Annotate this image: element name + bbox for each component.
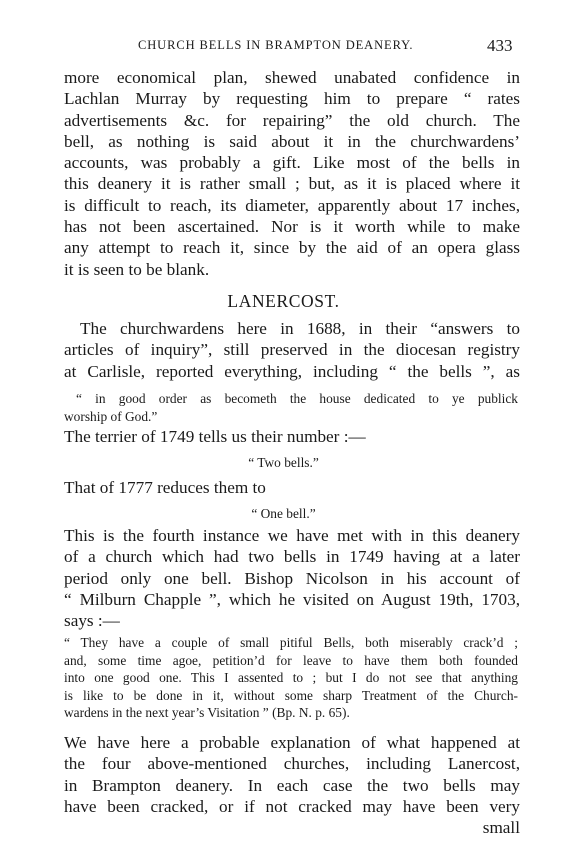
- text-line: have been cracked, or if not cracked may have been very: [64, 796, 520, 816]
- catchword: small: [482, 818, 520, 838]
- text-line: period only one bell. Bishop Nicolson in his account of: [64, 568, 520, 588]
- text-line: has not been ascertained. Nor is it worth while to make: [64, 217, 520, 237]
- page-number: 433: [487, 36, 513, 55]
- text-line: accounts, was probably a gift. Like most of the bells in: [64, 153, 520, 173]
- text-line: the four above-mentioned churches, including Lanercost,: [64, 754, 520, 774]
- running-head-title: CHURCH BELLS IN BRAMPTON DEANERY.: [138, 38, 414, 52]
- quote-line: wardens in the next year’s Visitation ” (Bp. N. p. 65).: [64, 705, 350, 720]
- quote-line: “ in good order as becometh the house dedicated to ye publick: [76, 391, 518, 406]
- paragraph-1: [64, 67, 520, 280]
- text-line: in Brampton deanery. In each case the two bells may: [64, 775, 520, 795]
- running-head: [0, 36, 567, 56]
- text-line: this deanery it is rather small ; but, as it is placed where it: [64, 174, 520, 194]
- text-line: says :—: [64, 611, 120, 631]
- text-line: Lachlan Murray by requesting him to prepare “ rates: [64, 89, 520, 109]
- block-quote-2: [64, 634, 518, 722]
- text-line: advertisements &c. for repairing” the old church. The: [64, 110, 520, 130]
- paragraph-3: [64, 525, 520, 631]
- block-quote-1: [64, 390, 518, 426]
- sentence-terrier-1749: The terrier of 1749 tells us their number :—: [64, 427, 366, 446]
- quote-line: worship of God.”: [64, 409, 158, 424]
- text-line: at Carlisle, reported everything, including “ the bells ”, as: [64, 361, 520, 381]
- text-line: We have here a probable explanation of what happened at: [64, 733, 520, 752]
- text-line: This is the fourth instance we have met with in this deanery: [64, 526, 520, 545]
- text-line: any attempt to reach it, since by the aid of an opera glass: [64, 238, 520, 258]
- quote-line: and, some time agoe, petition’d for leave to have them both founded: [64, 652, 518, 668]
- text-line: The churchwardens here in 1688, in their “answers to: [80, 319, 520, 338]
- text-line: of a church which had two bells in 1749 having at a later: [64, 547, 520, 567]
- text-line: “ Milburn Chapple ”, which he visited on August 19th, 1703,: [64, 589, 520, 609]
- text-line: more economical plan, shewed unabated confidence in: [64, 68, 520, 87]
- text-line: is difficult to reach, its diameter, apparently about 17 inches,: [64, 195, 520, 215]
- sentence-1777: That of 1777 reduces them to: [64, 478, 266, 497]
- text-line: it is seen to be blank.: [64, 259, 210, 279]
- quote-line: into one good one. This I assented to ; but I do not see that anything: [64, 670, 518, 685]
- quote-line: is like to be done in it, without some sharp Treatment of the Church-: [64, 687, 518, 703]
- paragraph-2: [64, 318, 520, 382]
- citation-two-bells: “ Two bells.”: [248, 455, 319, 470]
- quote-line: “ They have a couple of small pitiful Bells, both miserably crack’d ;: [64, 635, 518, 650]
- paragraph-4: [64, 732, 520, 838]
- section-heading: LANERCOST.: [227, 291, 340, 311]
- citation-one-bell: “ One bell.”: [251, 506, 316, 521]
- text-line: bell, as nothing is said about it in the churchwardens’: [64, 131, 520, 151]
- text-line: articles of inquiry”, still preserved in the diocesan registry: [64, 340, 520, 360]
